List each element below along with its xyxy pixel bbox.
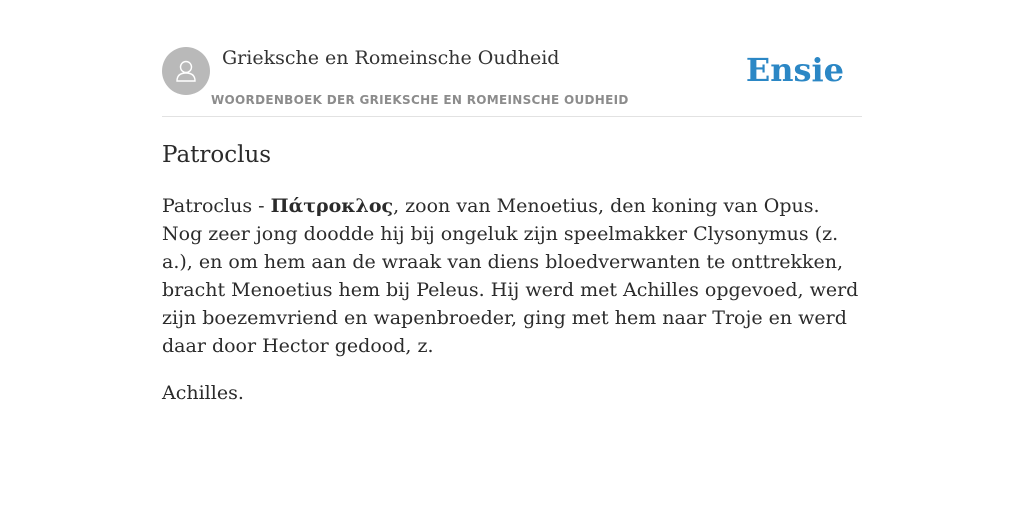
definition-paragraph — [162, 192, 862, 360]
source-avatar[interactable] — [162, 47, 210, 95]
term-separator: - — [252, 195, 271, 217]
see-also-paragraph — [162, 379, 862, 407]
definition-text: , zoon van Menoetius, den koning van Opus. Nog zeer jong doodde hij bij ongeluk zijn speelmakker Clysonymus (z. a.), en om hem aan de wraak van diens bloedverwanten te onttrekken, bracht Menoetius hem bij Peleus. Hij werd met Achilles opgevoed, werd zijn boezemvriend en wapenbroeder, ging met hem naar Troje en werd daar door Hector gedood, z. — [162, 195, 859, 357]
page-header — [162, 46, 862, 117]
entry-term: Patroclus — [162, 195, 253, 217]
user-icon — [171, 56, 201, 86]
brand-logo[interactable]: Ensie — [745, 51, 844, 89]
source-title[interactable]: Grieksche en Romeinsche Oudheid — [222, 47, 560, 69]
see-also-text: Achilles. — [162, 382, 244, 404]
entry-title: Patroclus — [162, 142, 272, 168]
source-subtitle: WOORDENBOEK DER GRIEKSCHE EN ROMEINSCHE OUDHEID — [211, 93, 629, 107]
greek-term: Πάτροκλος — [270, 195, 394, 217]
entry-body — [162, 192, 862, 426]
